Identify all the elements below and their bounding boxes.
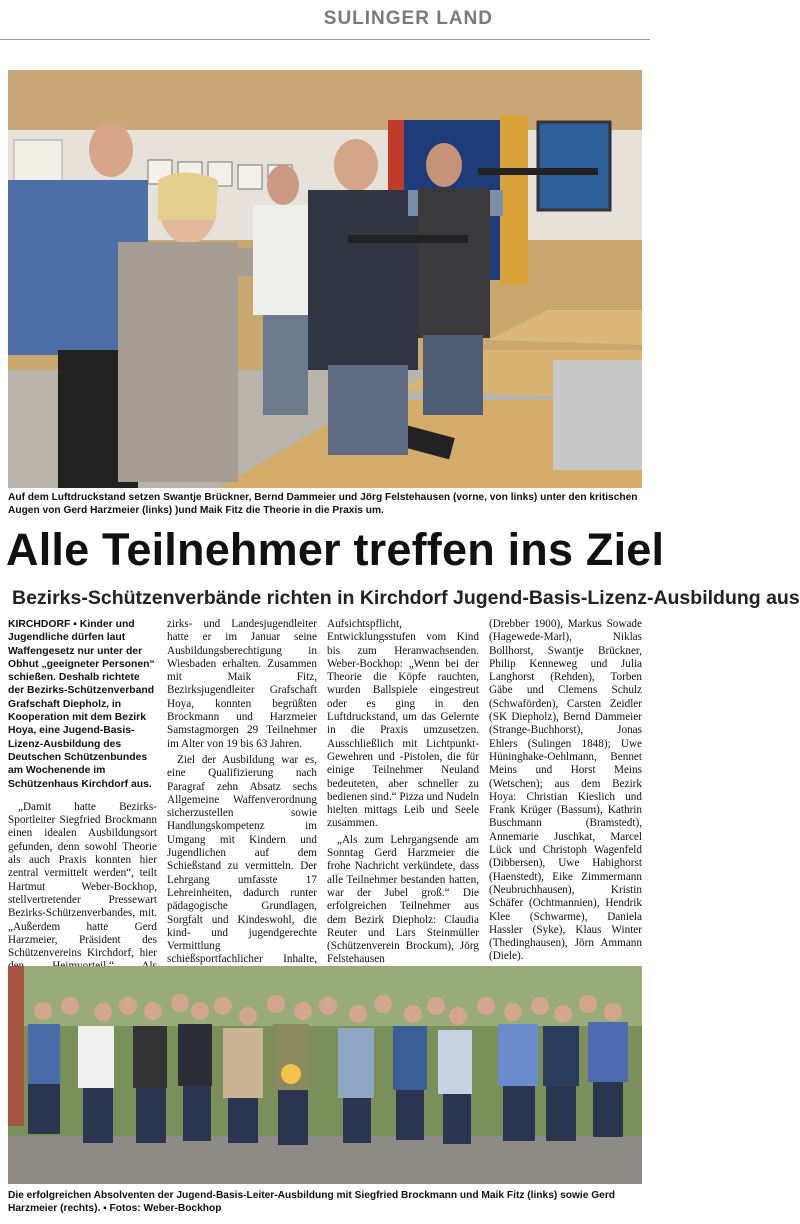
- article-paragraph: zirks- und Landesjugendleiter hatte er im Januar seine Ausbildungsberechtigung in Wiesbaden erhalten. Zusammen mit Maik Fitz, Bezirksjugendleiter Grafschaft Hoya, konnten begrüßten Brockmann und Harzmeier Samstagmorgen 29 Teilnehmer im Alter von 19 bis 63 Jahren.: [167, 618, 317, 750]
- top-photo: [8, 70, 642, 488]
- subheadline: Bezirks-Schützenverbände richten in Kirchdorf Jugend-Basis-Lizenz-Ausbildung aus: [12, 587, 800, 609]
- article-paragraph: „Damit hatte Bezirks-Sportleiter Siegfried Brockmann einen idealen Ausbildungsort gefunden, denn sowohl Theorie als auch Praxis konnten hier zentral vermittelt werden“, teilt Hartmut Weber-Bockhop, stellvertretender Pressewart Bezirks-Schützenverbandes, mit. „Außerdem hatte Gerd Harzmeier, Präsident des Schützenvereins Kirchdorf, hier: [8, 800, 157, 960]
- article-column-4: [489, 618, 642, 967]
- article-paragraph: Ziel der Ausbildung war es, eine Qualifizierung nach Paragraf zehn Absatz sechs Allgemeine Waffenverordnung sicherzustellen sowie Handlungskompetenz im Umgang mit Kindern und Jugendlichen auf dem Schießstand zu vermitteln. Der Lehrgang umfasste 17 Lehreinheiten, dadurch runter pädagogische Grundlagen, Sorgfalt und Kindeswohl, die kind- und jugendgerechte Vermittlung schießsportfachlicher Inhalte,: [167, 753, 317, 966]
- article-column-3: [327, 618, 479, 970]
- bottom-photo: [8, 966, 642, 1184]
- dateline: KIRCHDORF ▪: [8, 619, 77, 630]
- article-lead: [8, 618, 157, 791]
- shooting-range-photo: [8, 70, 642, 488]
- section-header: [0, 0, 650, 40]
- article-paragraph: Aufsichtspflicht, Entwicklungsstufen vom Kind bis zum Heranwachsenden. Weber-Bockhop: „Wenn bei der Theorie die Köpfe rauchten, wurden Ballspiele eingestreut oder es ging in den Luftdruckstand, um das Gelernte in die Praxis umzusetzen. Ausschließlich mit Lichtpunkt-Gewehren und -Pistolen, die für einige Teilnehmer Neuland bedeuteten, aber schneller zu bedienen sind.“ Pizza und Nudeln hielten mittags Leib und Seele zusammen.: [327, 618, 479, 830]
- article-paragraph: (Drebber 1900), Markus Sowade (Hagewede-Marl), Niklas Bollhorst, Swantje Brückner, Philip Kenneweg und Julia Langhorst (Rehden), Torben Gäbe und Clemens Schulz (Schwaförden), Carsten Zeidler (SK Diepholz), Bernd Dammeier (Strange-Buchhorst), Jonas Ehlers (Sulingen 1848); Uwe Hüninghake-Oehlmann, Bennet Meins und Horst Meins (Wetschen); aus dem Bezirk Hoya: Christian Kieslich und Frank Krüger (Bassum), Kathrin Buschmann (Bramstedt), Annemarie Juschkat, Marcel Lück und Christoph Wagenfeld (Dibbersen), Uwe Habighorst (Haenstedt), Eike Zimmermann (Neubruchhausen), Kristin Schäfer (Ochtmannien), Hendrik Klee (Schwarme), Daniela Hassler (Syke), Klaus Winter (Thedinghausen), Jörn Ammann (Diele).: [489, 618, 642, 963]
- section-label: SULINGER LAND: [323, 8, 493, 29]
- bottom-photo-caption: Die erfolgreichen Absolventen der Jugend-Basis-Leiter-Ausbildung mit Siegfried Brockmann und Maik Fitz (links) sowie Gerd Harzmeier (rechts). ▪ Fotos: Weber-Bockhop: [8, 1190, 616, 1214]
- article-column-2: [167, 618, 317, 996]
- article-paragraph: „Als zum Lehrgangsende am Sonntag Gerd Harzmeier die frohe Nachricht verkündete, dass alle Teilnehmer bestanden hatten, war der Jubel groß.“ Die erfolgreichen Teilnehmer aus dem Bezirk Diepholz: Claudia Reuter und Lars Steinmüller (Schützenverein Brockum), Jörg Felstehausen: [327, 833, 479, 966]
- group-photo: [8, 966, 642, 1184]
- headline: Alle Teilnehmer treffen ins Ziel: [6, 524, 665, 575]
- article-column-1: [8, 618, 157, 990]
- top-photo-caption: Auf dem Luftdruckstand setzen Swantje Brückner, Bernd Dammeier und Jörg Felstehausen (vorne, von links) unter den kritischen Augen von Gerd Harzmeier (links) )und Maik Fitz die Theorie in die Praxis um.: [8, 492, 638, 516]
- lead-text: Kinder und Jugendliche dürfen laut Waffengesetz nur unter der Obhut „geeigneter Personen“ schießen. Deshalb richtete der Bezirks-Schützenverband Grafschaft Diepholz, in Kooperation mit dem Bezirk Hoya, eine Jugend-Basis-Lizenz-Ausbildung des Deutschen Schützenbundes am Wochenende im Schützenhaus Kirchdorf aus.: [8, 619, 155, 790]
